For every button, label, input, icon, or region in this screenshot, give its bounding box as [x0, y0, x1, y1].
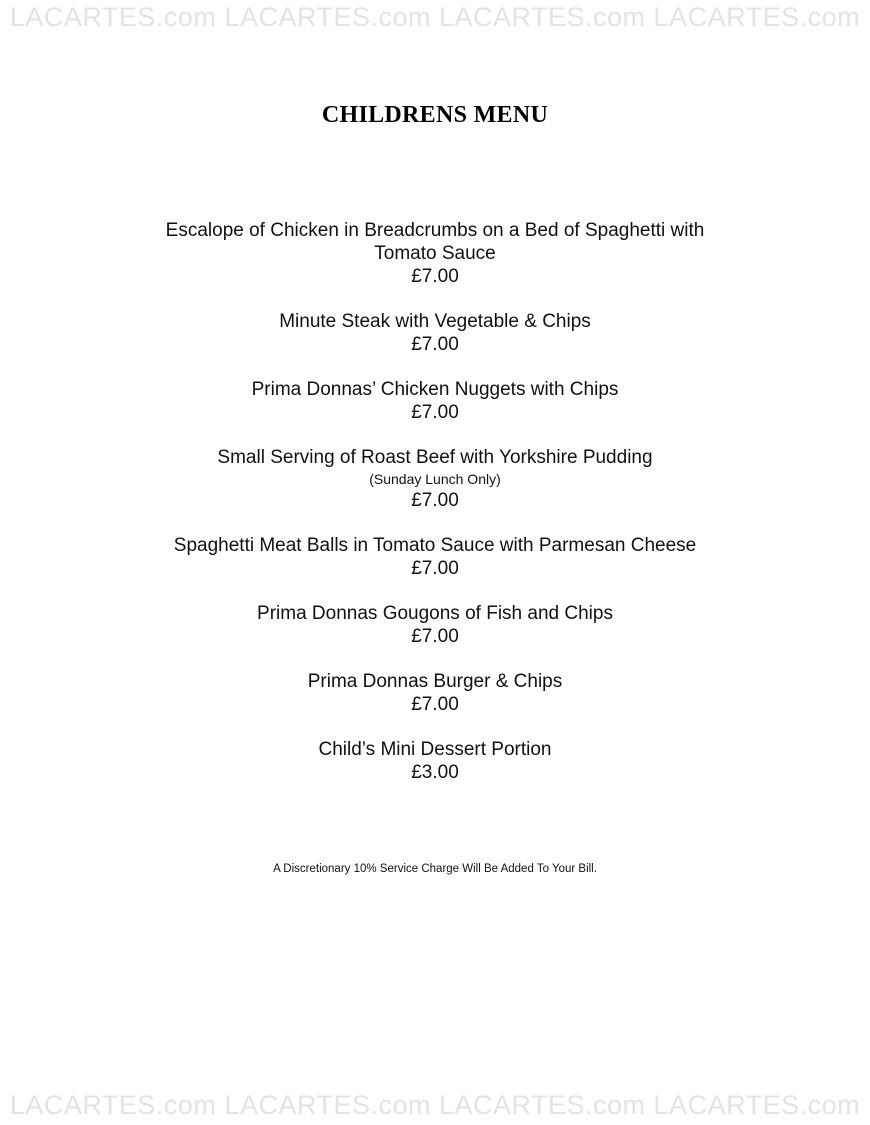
menu-item — [0, 219, 870, 288]
menu-item-price: £7.00 — [411, 694, 459, 715]
menu-item — [0, 738, 870, 784]
menu-item — [0, 534, 870, 580]
menu-item-name: Minute Steak with Vegetable & Chips — [279, 311, 591, 332]
menu-item-name: Small Serving of Roast Beef with Yorkshire Pudding — [217, 447, 653, 468]
menu-item-price: £7.00 — [411, 266, 459, 287]
menu-list — [0, 219, 870, 806]
menu-item-price: £7.00 — [411, 334, 459, 355]
menu-item-price: £7.00 — [411, 626, 459, 647]
menu-item-price: £7.00 — [411, 558, 459, 579]
service-charge-note: A Discretionary 10% Service Charge Will Be Added To Your Bill. — [273, 863, 597, 875]
menu-title: CHILDRENS MENU — [321, 102, 549, 128]
menu-item — [0, 378, 870, 424]
menu-item-name: Prima Donnas Burger & Chips — [307, 671, 563, 692]
menu-item — [0, 602, 870, 648]
menu-item — [0, 310, 870, 356]
menu-item-name: Prima Donnas Gougons of Fish and Chips — [257, 603, 613, 624]
menu-item-price: £3.00 — [411, 762, 459, 783]
menu-item-name: Prima Donnas’ Chicken Nuggets with Chips — [251, 379, 619, 400]
menu-item — [0, 670, 870, 716]
menu-item — [0, 446, 870, 512]
menu-item-note: (Sunday Lunch Only) — [369, 471, 501, 487]
watermark-top: LACARTES.com LACARTES.com LACARTES.com LACARTES.com — [9, 2, 861, 32]
menu-item-price: £7.00 — [411, 402, 459, 423]
watermark-bottom: LACARTES.com LACARTES.com LACARTES.com LACARTES.com — [9, 1090, 861, 1120]
menu-item-name: Escalope of Chicken in Breadcrumbs on a Bed of Spaghetti with Tomato Sauce — [165, 220, 705, 264]
menu-item-price: £7.00 — [411, 490, 459, 511]
menu-item-name: Spaghetti Meat Balls in Tomato Sauce with Parmesan Cheese — [173, 535, 697, 556]
menu-item-name: Child’s Mini Dessert Portion — [318, 739, 552, 760]
